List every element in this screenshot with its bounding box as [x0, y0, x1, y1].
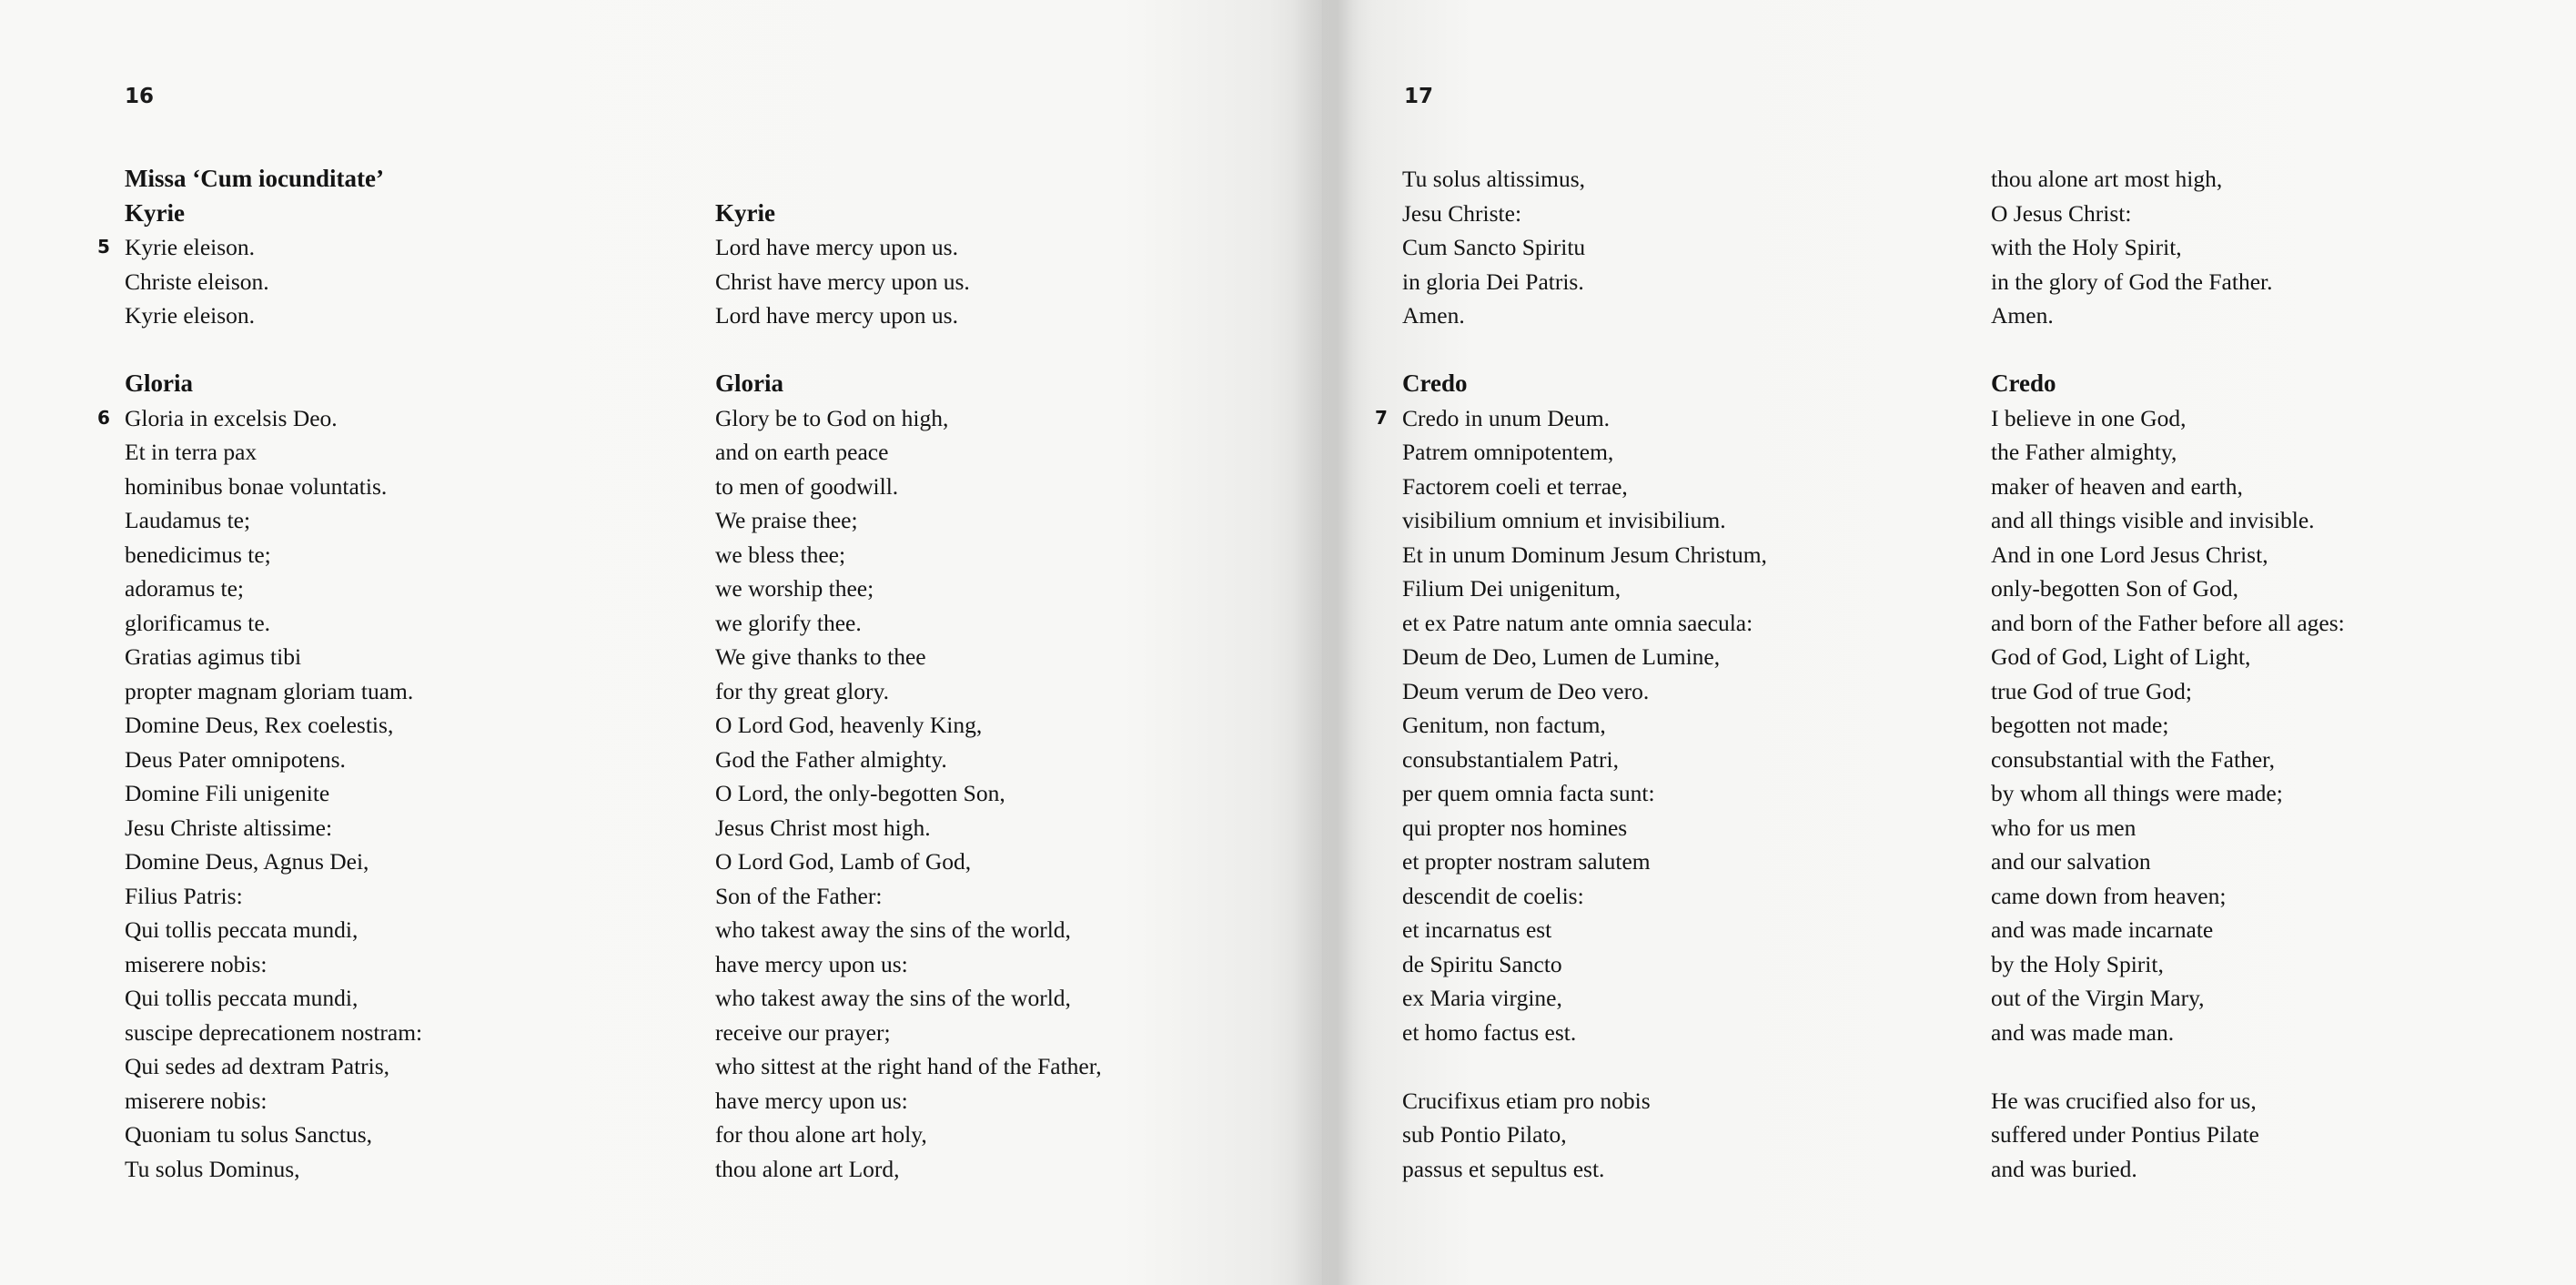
track-number-marker: 6 — [97, 406, 110, 429]
line-text: de Spiritu Sancto — [1402, 950, 1562, 977]
text-line — [1991, 298, 2345, 333]
text-line — [1991, 401, 2345, 436]
line-text: Missa ‘Cum iocunditate’ — [125, 165, 384, 192]
stanza-gap — [1402, 333, 1767, 368]
line-text: passus et sepultus est. — [1402, 1155, 1605, 1182]
line-text: Domine Fili unigenite — [125, 780, 330, 806]
line-text: Deum de Deo, Lumen de Lumine, — [1402, 643, 1721, 670]
text-line — [1991, 435, 2345, 470]
text-line — [125, 1049, 422, 1084]
line-text: for thy great glory. — [715, 677, 889, 704]
line-text: and born of the Father before all ages: — [1991, 609, 2345, 636]
line-text: We praise thee; — [715, 507, 858, 533]
text-line — [715, 776, 1102, 811]
text-line — [125, 1152, 422, 1187]
line-text: thou alone art Lord, — [715, 1155, 900, 1182]
text-line — [1402, 435, 1767, 470]
line-text: sub Pontio Pilato, — [1402, 1121, 1567, 1148]
text-line — [97, 230, 422, 265]
line-text: Laudamus te; — [125, 507, 251, 533]
line-text: Tu solus Dominus, — [125, 1155, 300, 1182]
line-text: miserere nobis: — [125, 1087, 268, 1114]
line-text: Gloria — [125, 369, 193, 397]
text-line — [1402, 230, 1767, 265]
line-text: Lord have mercy upon us. — [715, 234, 958, 260]
text-line — [1402, 776, 1767, 811]
line-text: Tu solus altissimus, — [1402, 166, 1585, 192]
text-line — [715, 811, 1102, 845]
line-text: consubstantial with the Father, — [1991, 745, 2276, 773]
text-line — [1402, 1016, 1767, 1050]
line-text: Qui tollis peccata mundi, — [125, 916, 359, 943]
line-text: Quoniam tu solus Sanctus, — [125, 1121, 372, 1148]
text-line — [1402, 708, 1767, 743]
text-line — [125, 879, 422, 914]
text-line — [715, 401, 1102, 436]
line-text: glorificamus te. — [125, 609, 271, 636]
line-text: out of the Virgin Mary, — [1991, 985, 2205, 1011]
text-line — [125, 1016, 422, 1050]
page-number-right: 17 — [1404, 85, 1434, 108]
line-text: to men of goodwill. — [715, 472, 899, 500]
line-text: we bless thee; — [715, 541, 846, 568]
line-text: Cum Sancto Spiritu — [1402, 234, 1586, 260]
line-text: benedicimus te; — [125, 541, 271, 568]
text-line — [715, 298, 1102, 333]
text-line — [1991, 503, 2345, 538]
line-text: and was made incarnate — [1991, 916, 2214, 943]
line-text: who takest away the sins of the world, — [715, 916, 1071, 943]
line-text: Domine Deus, Rex coelestis, — [125, 712, 394, 738]
line-text: who for us men — [1991, 814, 2137, 841]
line-text: qui propter nos homines — [1402, 814, 1628, 841]
text-line — [715, 1118, 1102, 1152]
text-line — [715, 845, 1102, 879]
text-line — [715, 674, 1102, 709]
line-text: Credo in unum Deum. — [1402, 404, 1611, 431]
text-line — [125, 1118, 422, 1152]
text-line — [1991, 743, 2345, 777]
stanza-gap — [715, 333, 1102, 368]
line-text: O Lord God, Lamb of God, — [715, 848, 972, 875]
text-line — [1402, 879, 1767, 914]
line-text: adoramus te; — [125, 575, 244, 602]
text-line — [1991, 640, 2345, 674]
text-line — [715, 230, 1102, 265]
line-text: suscipe deprecationem nostram: — [125, 1018, 423, 1046]
text-line — [1402, 1152, 1767, 1187]
text-line — [1402, 1118, 1767, 1152]
left-latin-column — [97, 162, 423, 1186]
text-line — [715, 503, 1102, 538]
section-heading — [1402, 367, 1767, 401]
text-line — [715, 708, 1102, 743]
text-line — [1991, 230, 2345, 265]
text-line — [1991, 1118, 2345, 1152]
line-text: maker of heaven and earth, — [1991, 472, 2243, 500]
text-line — [1991, 197, 2345, 231]
text-line — [1991, 913, 2345, 947]
line-text: hominibus bonae voluntatis. — [125, 472, 388, 500]
line-text: Lord have mercy upon us. — [715, 302, 958, 329]
line-text: and our salvation — [1991, 848, 2151, 875]
line-text: with the Holy Spirit, — [1991, 234, 2182, 260]
line-text: thou alone art most high, — [1991, 166, 2223, 192]
stanza-gap — [1991, 333, 2345, 368]
line-text: we glorify thee. — [715, 609, 862, 636]
text-line — [715, 981, 1102, 1016]
text-line — [1402, 811, 1767, 845]
right-english-column — [1991, 162, 2345, 1186]
line-text: Jesu Christe altissime: — [125, 814, 333, 841]
stanza-gap — [1991, 1049, 2345, 1084]
text-line — [125, 640, 422, 674]
text-line — [1402, 743, 1767, 777]
line-text: Deus Pater omnipotens. — [125, 745, 346, 773]
text-line — [125, 845, 422, 879]
text-line — [715, 1084, 1102, 1118]
section-heading — [715, 197, 1102, 231]
stanza-gap — [715, 162, 1102, 197]
text-line — [1402, 674, 1767, 709]
text-line — [1402, 572, 1767, 606]
line-text: Kyrie — [715, 198, 775, 227]
line-text: came down from heaven; — [1991, 882, 2227, 909]
line-text: only-begotten Son of God, — [1991, 575, 2238, 602]
text-line — [1991, 538, 2345, 572]
text-line — [715, 947, 1102, 982]
right-latin-column — [1375, 162, 1767, 1186]
text-line — [715, 1016, 1102, 1050]
line-text: we worship thee; — [715, 575, 874, 602]
text-line — [715, 572, 1102, 606]
text-line — [715, 265, 1102, 299]
right-page — [1322, 0, 2576, 1285]
text-line — [125, 435, 422, 470]
line-text: Et in terra pax — [125, 439, 258, 465]
line-text: propter magnam gloriam tuam. — [125, 677, 414, 704]
section-heading — [715, 367, 1102, 401]
line-text: O Jesus Christ: — [1991, 199, 2132, 227]
line-text: Glory be to God on high, — [715, 404, 949, 431]
left-english-column — [715, 162, 1102, 1186]
line-text: Son of the Father: — [715, 882, 883, 909]
line-text: for thou alone art holy, — [715, 1121, 927, 1148]
line-text: Kyrie eleison. — [125, 234, 256, 260]
track-number-marker: 7 — [1375, 406, 1388, 429]
line-text: Credo — [1402, 369, 1468, 397]
stanza-gap — [1402, 1049, 1767, 1084]
text-line — [715, 913, 1102, 947]
line-text: Qui tollis peccata mundi, — [125, 985, 359, 1011]
section-heading — [125, 197, 422, 231]
line-text: in the glory of God the Father. — [1991, 268, 2273, 295]
line-text: per quem omnia facta sunt: — [1402, 780, 1655, 806]
text-line — [125, 708, 422, 743]
line-text: We give thanks to thee — [715, 643, 926, 670]
text-line — [1402, 981, 1767, 1016]
text-line — [1991, 470, 2345, 504]
text-line — [1991, 674, 2345, 709]
line-text: descendit de coelis: — [1402, 882, 1584, 909]
line-text: and all things visible and invisible. — [1991, 507, 2315, 533]
line-text: Genitum, non factum, — [1402, 712, 1606, 738]
text-line — [125, 743, 422, 777]
text-line — [1402, 845, 1767, 879]
line-text: Patrem omnipotentem, — [1402, 439, 1614, 465]
line-text: Qui sedes ad dextram Patris, — [125, 1053, 390, 1079]
text-line — [1991, 776, 2345, 811]
text-line — [1991, 1084, 2345, 1118]
line-text: Amen. — [1402, 302, 1465, 329]
line-text: Factorem coeli et terrae, — [1402, 472, 1628, 500]
text-line — [1402, 265, 1767, 299]
line-text: God of God, Light of Light, — [1991, 643, 2251, 670]
line-text: Domine Deus, Agnus Dei, — [125, 848, 369, 875]
text-line — [125, 674, 422, 709]
line-text: And in one Lord Jesus Christ, — [1991, 541, 2268, 568]
text-line — [715, 743, 1102, 777]
line-text: Filius Patris: — [125, 882, 243, 909]
page-number-left: 16 — [125, 85, 155, 108]
text-line — [1991, 981, 2345, 1016]
line-text: Credo — [1991, 369, 2056, 397]
text-line — [1402, 913, 1767, 947]
line-text: have mercy upon us: — [715, 950, 908, 977]
text-line — [1991, 845, 2345, 879]
line-text: consubstantialem Patri, — [1402, 745, 1619, 773]
text-line — [1991, 572, 2345, 606]
text-line — [125, 1084, 422, 1118]
text-line — [1402, 538, 1767, 572]
stanza-gap — [125, 333, 422, 368]
text-line — [125, 913, 422, 947]
text-line — [1991, 606, 2345, 641]
line-text: O Lord, the only-begotten Son, — [715, 780, 1005, 806]
line-text: God the Father almighty. — [715, 745, 947, 773]
section-heading — [125, 367, 422, 401]
text-line — [97, 401, 422, 436]
line-text: Christ have mercy upon us. — [715, 268, 970, 295]
text-line — [125, 503, 422, 538]
line-text: Jesu Christe: — [1402, 199, 1522, 227]
text-line — [1991, 947, 2345, 982]
text-line — [1991, 1152, 2345, 1187]
line-text: have mercy upon us: — [715, 1087, 908, 1114]
line-text: Amen. — [1991, 302, 2054, 329]
text-line — [715, 470, 1102, 504]
line-text: I believe in one God, — [1991, 404, 2187, 431]
line-text: receive our prayer; — [715, 1018, 891, 1046]
line-text: who sittest at the right hand of the Father, — [715, 1053, 1102, 1079]
text-line — [1991, 708, 2345, 743]
line-text: Jesus Christ most high. — [715, 814, 931, 841]
line-text: Gloria — [715, 369, 783, 397]
line-text: He was crucified also for us, — [1991, 1087, 2257, 1114]
line-text: Christe eleison. — [125, 268, 269, 295]
section-heading — [1991, 367, 2345, 401]
line-text: true God of true God; — [1991, 677, 2192, 704]
text-line — [1402, 298, 1767, 333]
text-line — [125, 572, 422, 606]
line-text: begotten not made; — [1991, 712, 2169, 738]
text-line — [125, 947, 422, 982]
line-text: et propter nostram salutem — [1402, 848, 1651, 875]
line-text: in gloria Dei Patris. — [1402, 268, 1584, 295]
text-line — [125, 811, 422, 845]
text-line — [1402, 947, 1767, 982]
line-text: ex Maria virgine, — [1402, 985, 1562, 1011]
line-text: and on earth peace — [715, 439, 889, 465]
text-line — [125, 470, 422, 504]
text-line — [715, 538, 1102, 572]
line-text: O Lord God, heavenly King, — [715, 712, 983, 738]
text-line — [1991, 162, 2345, 197]
line-text: Kyrie eleison. — [125, 302, 256, 329]
text-line — [1402, 606, 1767, 641]
text-line — [1991, 879, 2345, 914]
text-line — [715, 606, 1102, 641]
line-text: Crucifixus etiam pro nobis — [1402, 1087, 1651, 1114]
text-line — [1375, 401, 1767, 436]
text-line — [715, 1152, 1102, 1187]
line-text: Kyrie — [125, 198, 185, 227]
line-text: Deum verum de Deo vero. — [1402, 677, 1650, 704]
text-line — [715, 1049, 1102, 1084]
text-line — [1991, 1016, 2345, 1050]
line-text: and was made man. — [1991, 1018, 2175, 1046]
text-line — [125, 606, 422, 641]
text-line — [1402, 640, 1767, 674]
text-line — [715, 435, 1102, 470]
line-text: Gratias agimus tibi — [125, 643, 302, 670]
line-text: Filium Dei unigenitum, — [1402, 575, 1621, 602]
text-line — [1991, 811, 2345, 845]
text-line — [1402, 503, 1767, 538]
line-text: by whom all things were made; — [1991, 780, 2283, 806]
line-text: miserere nobis: — [125, 950, 268, 977]
text-line — [715, 640, 1102, 674]
text-line — [1991, 265, 2345, 299]
text-line — [715, 879, 1102, 914]
line-text: suffered under Pontius Pilate — [1991, 1121, 2259, 1148]
text-line — [125, 981, 422, 1016]
text-line — [1402, 162, 1767, 197]
text-line — [125, 265, 422, 299]
line-text: who takest away the sins of the world, — [715, 985, 1071, 1011]
track-number-marker: 5 — [97, 236, 110, 258]
line-text: visibilium omnium et invisibilium. — [1402, 507, 1726, 533]
text-line — [125, 538, 422, 572]
text-line — [125, 776, 422, 811]
line-text: Gloria in excelsis Deo. — [125, 404, 338, 431]
line-text: et incarnatus est — [1402, 916, 1552, 943]
section-heading — [125, 162, 422, 197]
text-line — [1402, 1084, 1767, 1118]
line-text: by the Holy Spirit, — [1991, 950, 2164, 977]
text-line — [125, 298, 422, 333]
line-text: et homo factus est. — [1402, 1018, 1577, 1046]
line-text: the Father almighty, — [1991, 439, 2177, 465]
line-text: Et in unum Dominum Jesum Christum, — [1402, 541, 1767, 568]
line-text: and was buried. — [1991, 1155, 2137, 1182]
line-text: et ex Patre natum ante omnia saecula: — [1402, 609, 1753, 636]
text-line — [1402, 197, 1767, 231]
text-line — [1402, 470, 1767, 504]
